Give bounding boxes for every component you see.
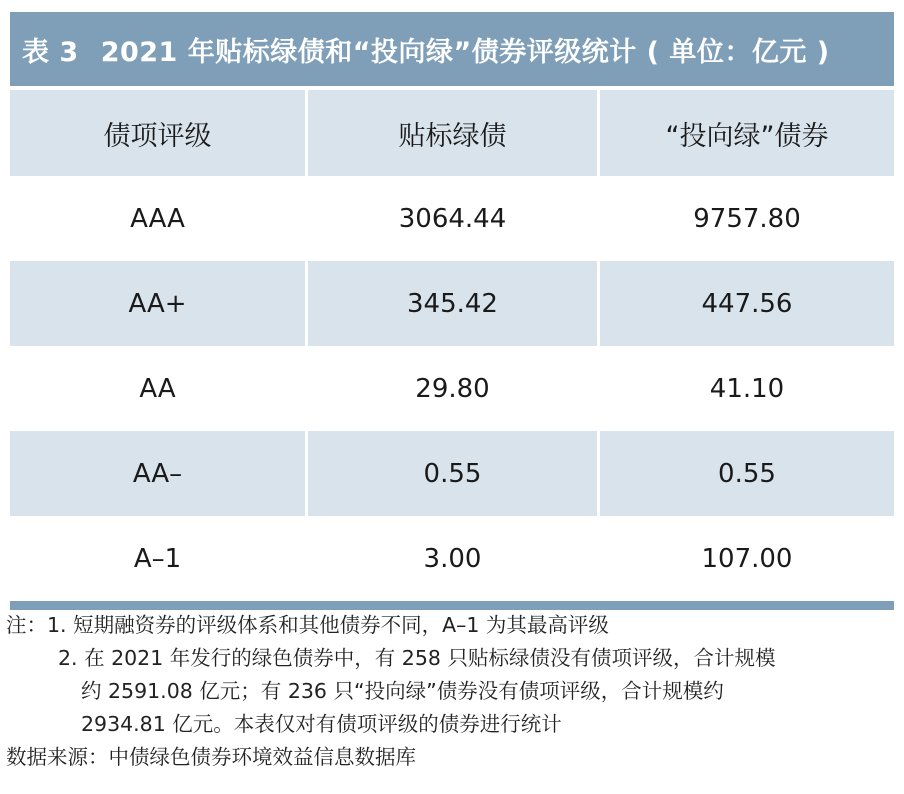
note-2-line-2: 约 2591.08 亿元；有 236 只“投向绿”债券没有债项评级，合计规模约 xyxy=(81,679,724,703)
bond-rating-table xyxy=(10,12,894,610)
table-number: 表 3 xyxy=(22,36,79,68)
rating-cell: A–1 xyxy=(133,543,182,574)
labeled-value-cell: 3.00 xyxy=(305,516,597,601)
green-use-value-cell: 41.10 xyxy=(597,346,894,431)
table-notes xyxy=(6,609,898,774)
note-2-line-1: 2. 在 2021 年发行的绿色债券中，有 258 只贴标绿债没有债项评级，合计规模 xyxy=(58,646,776,670)
green-use-value-cell: 447.56 xyxy=(597,261,894,346)
note-1: 注：1. 短期融资券的评级体系和其他债券不同，A–1 为其最高评级 xyxy=(6,613,609,637)
column-header-rating: 债项评级 xyxy=(103,120,212,152)
table-title xyxy=(10,12,894,86)
note-2-line-3: 2934.81 亿元。本表仅对有债项评级的债券进行统计 xyxy=(81,712,562,736)
rating-cell: AA– xyxy=(132,458,183,489)
rating-cell: AA xyxy=(139,373,176,404)
green-use-value-cell: 107.00 xyxy=(597,516,894,601)
labeled-value-cell: 345.42 xyxy=(305,261,597,346)
green-use-value-cell: 9757.80 xyxy=(597,176,894,261)
column-header-labeled-green-bonds: 贴标绿债 xyxy=(305,90,597,176)
labeled-value-cell: 29.80 xyxy=(305,346,597,431)
data-source: 数据来源：中债绿色债券环境效益信息数据库 xyxy=(6,745,416,769)
labeled-value-cell: 3064.44 xyxy=(305,176,597,261)
green-use-value-cell: 0.55 xyxy=(597,431,894,516)
table-header-row xyxy=(10,90,894,176)
table-row xyxy=(10,176,894,261)
table-row xyxy=(10,516,894,601)
rating-cell: AAA xyxy=(130,203,185,234)
table-row xyxy=(10,346,894,431)
rating-cell: AA+ xyxy=(128,288,187,319)
table-title-text: 2021 年贴标绿债和“投向绿”债券评级统计 ( 单位：亿元 ) xyxy=(100,36,830,68)
table-row xyxy=(10,431,894,516)
table-row xyxy=(10,261,894,346)
labeled-value-cell: 0.55 xyxy=(305,431,597,516)
column-header-green-use-bonds: “投向绿”债券 xyxy=(597,90,894,176)
